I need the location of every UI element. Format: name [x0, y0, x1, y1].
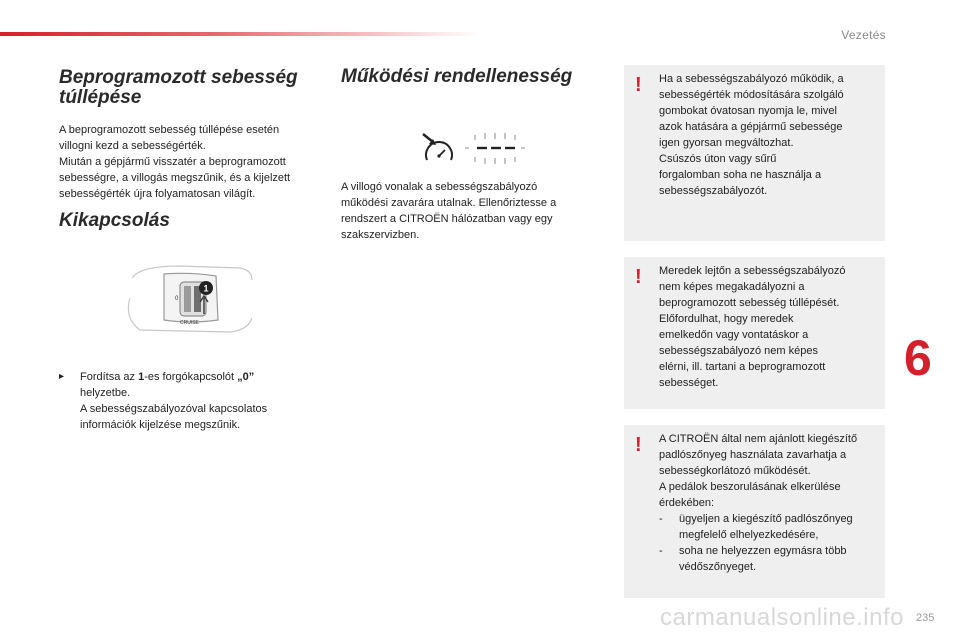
- section-title-switch-off: Kikapcsolás: [59, 210, 170, 231]
- chapter-title: Vezetés: [841, 28, 886, 42]
- stalk-cruise-label: CRUISE: [180, 320, 199, 326]
- warning-icon: !: [635, 434, 642, 456]
- warning-box-2: ! Meredek lejtőn a sebességszabályozó nem képes megakadályozni a beprogramozott sebesség túllépését. Előfordulhat, hogy meredek emelkedőn vagy vontatáskor a sebességszabályozó nem képes elérni, ill. tartani a beprogramozott sebességet.: [624, 257, 885, 409]
- page-number: 235: [916, 612, 935, 624]
- warning-icon: !: [635, 74, 642, 96]
- section-title-fault: Működési rendellenesség: [341, 66, 573, 87]
- steering-stalk-illustration: [120, 258, 260, 338]
- bullet-arrow-icon: ▸: [59, 371, 65, 382]
- warning-icon: !: [635, 266, 642, 288]
- chapter-number: 6: [904, 330, 932, 386]
- switch-off-instructions: Fordítsa az 1-es forgókapcsolót „0” helyzetbe. A sebességszabályozóval kapcsolatos információk kijelzése megszűnik.: [80, 371, 268, 431]
- svg-text:0: 0: [175, 296, 179, 302]
- fault-text: A villogó vonalak a sebességszabályozó működési zavarára utalnak. Ellenőriztesse a rendszert a CITROËN hálózatban vagy egy szakszervizben.: [341, 181, 557, 241]
- stalk-badge-number: 1: [203, 283, 209, 294]
- warning-box-1: ! Ha a sebességszabályozó működik, a sebességérték módosítására szolgáló gombokat óvatosan nyomja le, mivel azok hatására a gépjármű sebessége igen gyorsan megváltozhat. Csúszós úton vagy sűrű forgalomban soha ne használja a sebességszabályozót.: [624, 65, 885, 241]
- warning-box-3: ! A CITROËN által nem ajánlott kiegészítő padlószőnyeg használata zavarhatja a sebességkorlátozó működését. A pedálok beszorulásának elkerülése érdekében: - ügyeljen a kiegészítő padlószőnyeg megfelelő elhelyezkedésére, - soha ne helyezzen egymásra több védőszőnyeget.: [624, 425, 885, 598]
- list-item: - ügyeljen a kiegészítő padlószőnyeg megfelelő elhelyezkedésére,: [659, 513, 853, 541]
- list-item: - soha ne helyezzen egymásra több védőszőnyeget.: [659, 545, 847, 573]
- overspeed-text: A beprogramozott sebesség túllépése esetén villogni kezd a sebességérték. Miután a gépjármű visszatér a beprogramozott sebességre, a villogás megszűnik, és a kijelzett sebességérték újra folyamatosan világít.: [59, 124, 291, 200]
- header-accent-bar: [0, 32, 480, 36]
- cruise-fault-display-icon: [415, 128, 530, 168]
- watermark: carmanualsonline.info: [660, 604, 904, 631]
- section-title-overspeed: Beprogramozott sebesség túllépése: [59, 67, 298, 108]
- warning-list: [659, 511, 877, 575]
